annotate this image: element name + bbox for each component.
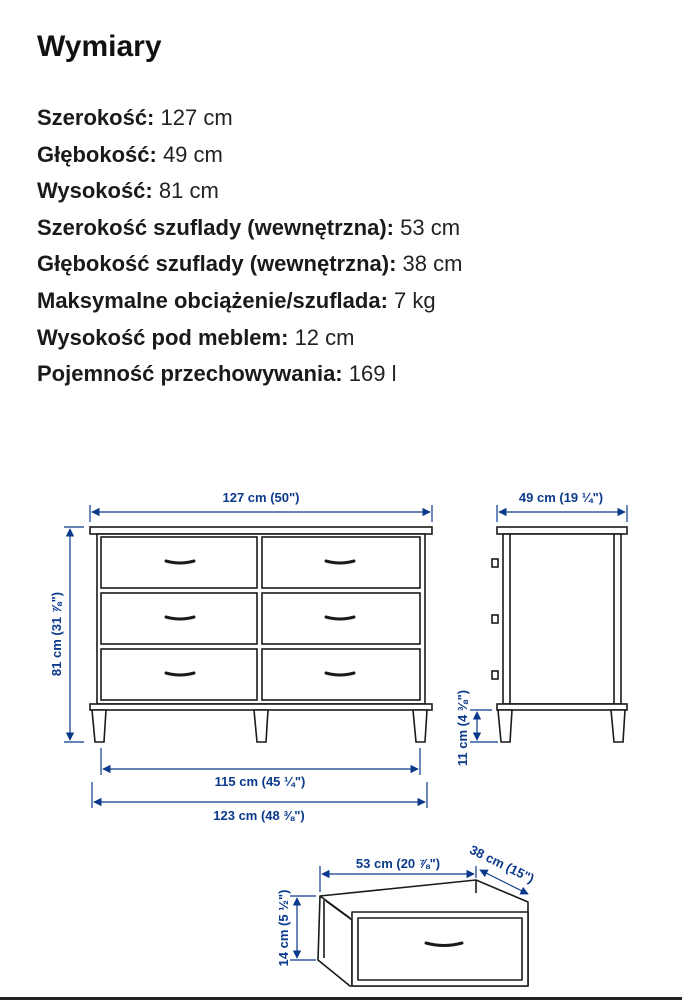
- spec-label: Głębokość szuflady (wewnętrzna):: [37, 251, 397, 277]
- spec-label: Maksymalne obciążenie/szuflada:: [37, 287, 388, 313]
- side-top: [497, 527, 627, 534]
- dim-drawer-height: 14 cm (5 ½"): [276, 889, 291, 967]
- spec-value: 12 cm: [294, 324, 355, 350]
- dresser-leg: [254, 710, 268, 742]
- side-plinth: [497, 704, 627, 710]
- spec-value: 38 cm: [402, 251, 463, 277]
- dim-front-width: 127 cm (50"): [222, 490, 300, 505]
- drawer-view: [318, 880, 528, 986]
- spec-label: Szerokość:: [37, 105, 155, 130]
- knob-icon: [492, 615, 498, 623]
- spec-label: Szerokość szuflady (wewnętrzna):: [37, 214, 394, 240]
- spec-value: 49 cm: [162, 141, 223, 167]
- spec-value: 53 cm: [400, 214, 461, 240]
- dim-base-width: 123 cm (48 ⅜"): [213, 808, 305, 823]
- spec-value: 169 l: [348, 361, 397, 387]
- spec-value: 81 cm: [158, 178, 219, 204]
- dresser-leg: [92, 710, 106, 742]
- dim-leg-height: 11 cm (4 ⅜"): [455, 689, 470, 767]
- side-leg: [611, 710, 625, 742]
- dim-drawer-width: 53 cm (20 ⅞"): [355, 856, 441, 871]
- spec-label: Pojemność przechowywania:: [37, 361, 343, 387]
- spec-value: 127 cm: [160, 105, 233, 130]
- front-view: [90, 527, 432, 742]
- side-leg: [498, 710, 512, 742]
- drawer-front-panel: [352, 912, 528, 986]
- page-title: Wymiary: [37, 30, 162, 63]
- side-view: [492, 527, 627, 742]
- knob-icon: [492, 559, 498, 567]
- spec-label: Wysokość:: [37, 178, 153, 204]
- dresser-leg: [413, 710, 427, 742]
- dresser-plinth: [90, 704, 432, 710]
- side-body: [503, 534, 621, 704]
- dim-front-height: 81 cm (31 ⅞"): [49, 591, 64, 677]
- spec-label: Głębokość:: [37, 141, 157, 167]
- dim-inner-width: 115 cm (45 ¼"): [214, 774, 306, 789]
- dim-side-depth: 49 cm (19 ¼"): [518, 490, 604, 505]
- spec-value: 7 kg: [394, 287, 436, 313]
- knob-icon: [492, 671, 498, 679]
- dim-drawer-depth: 38 cm (15"): [467, 841, 537, 886]
- dresser-top: [90, 527, 432, 534]
- spec-label: Wysokość pod meblem:: [37, 324, 289, 350]
